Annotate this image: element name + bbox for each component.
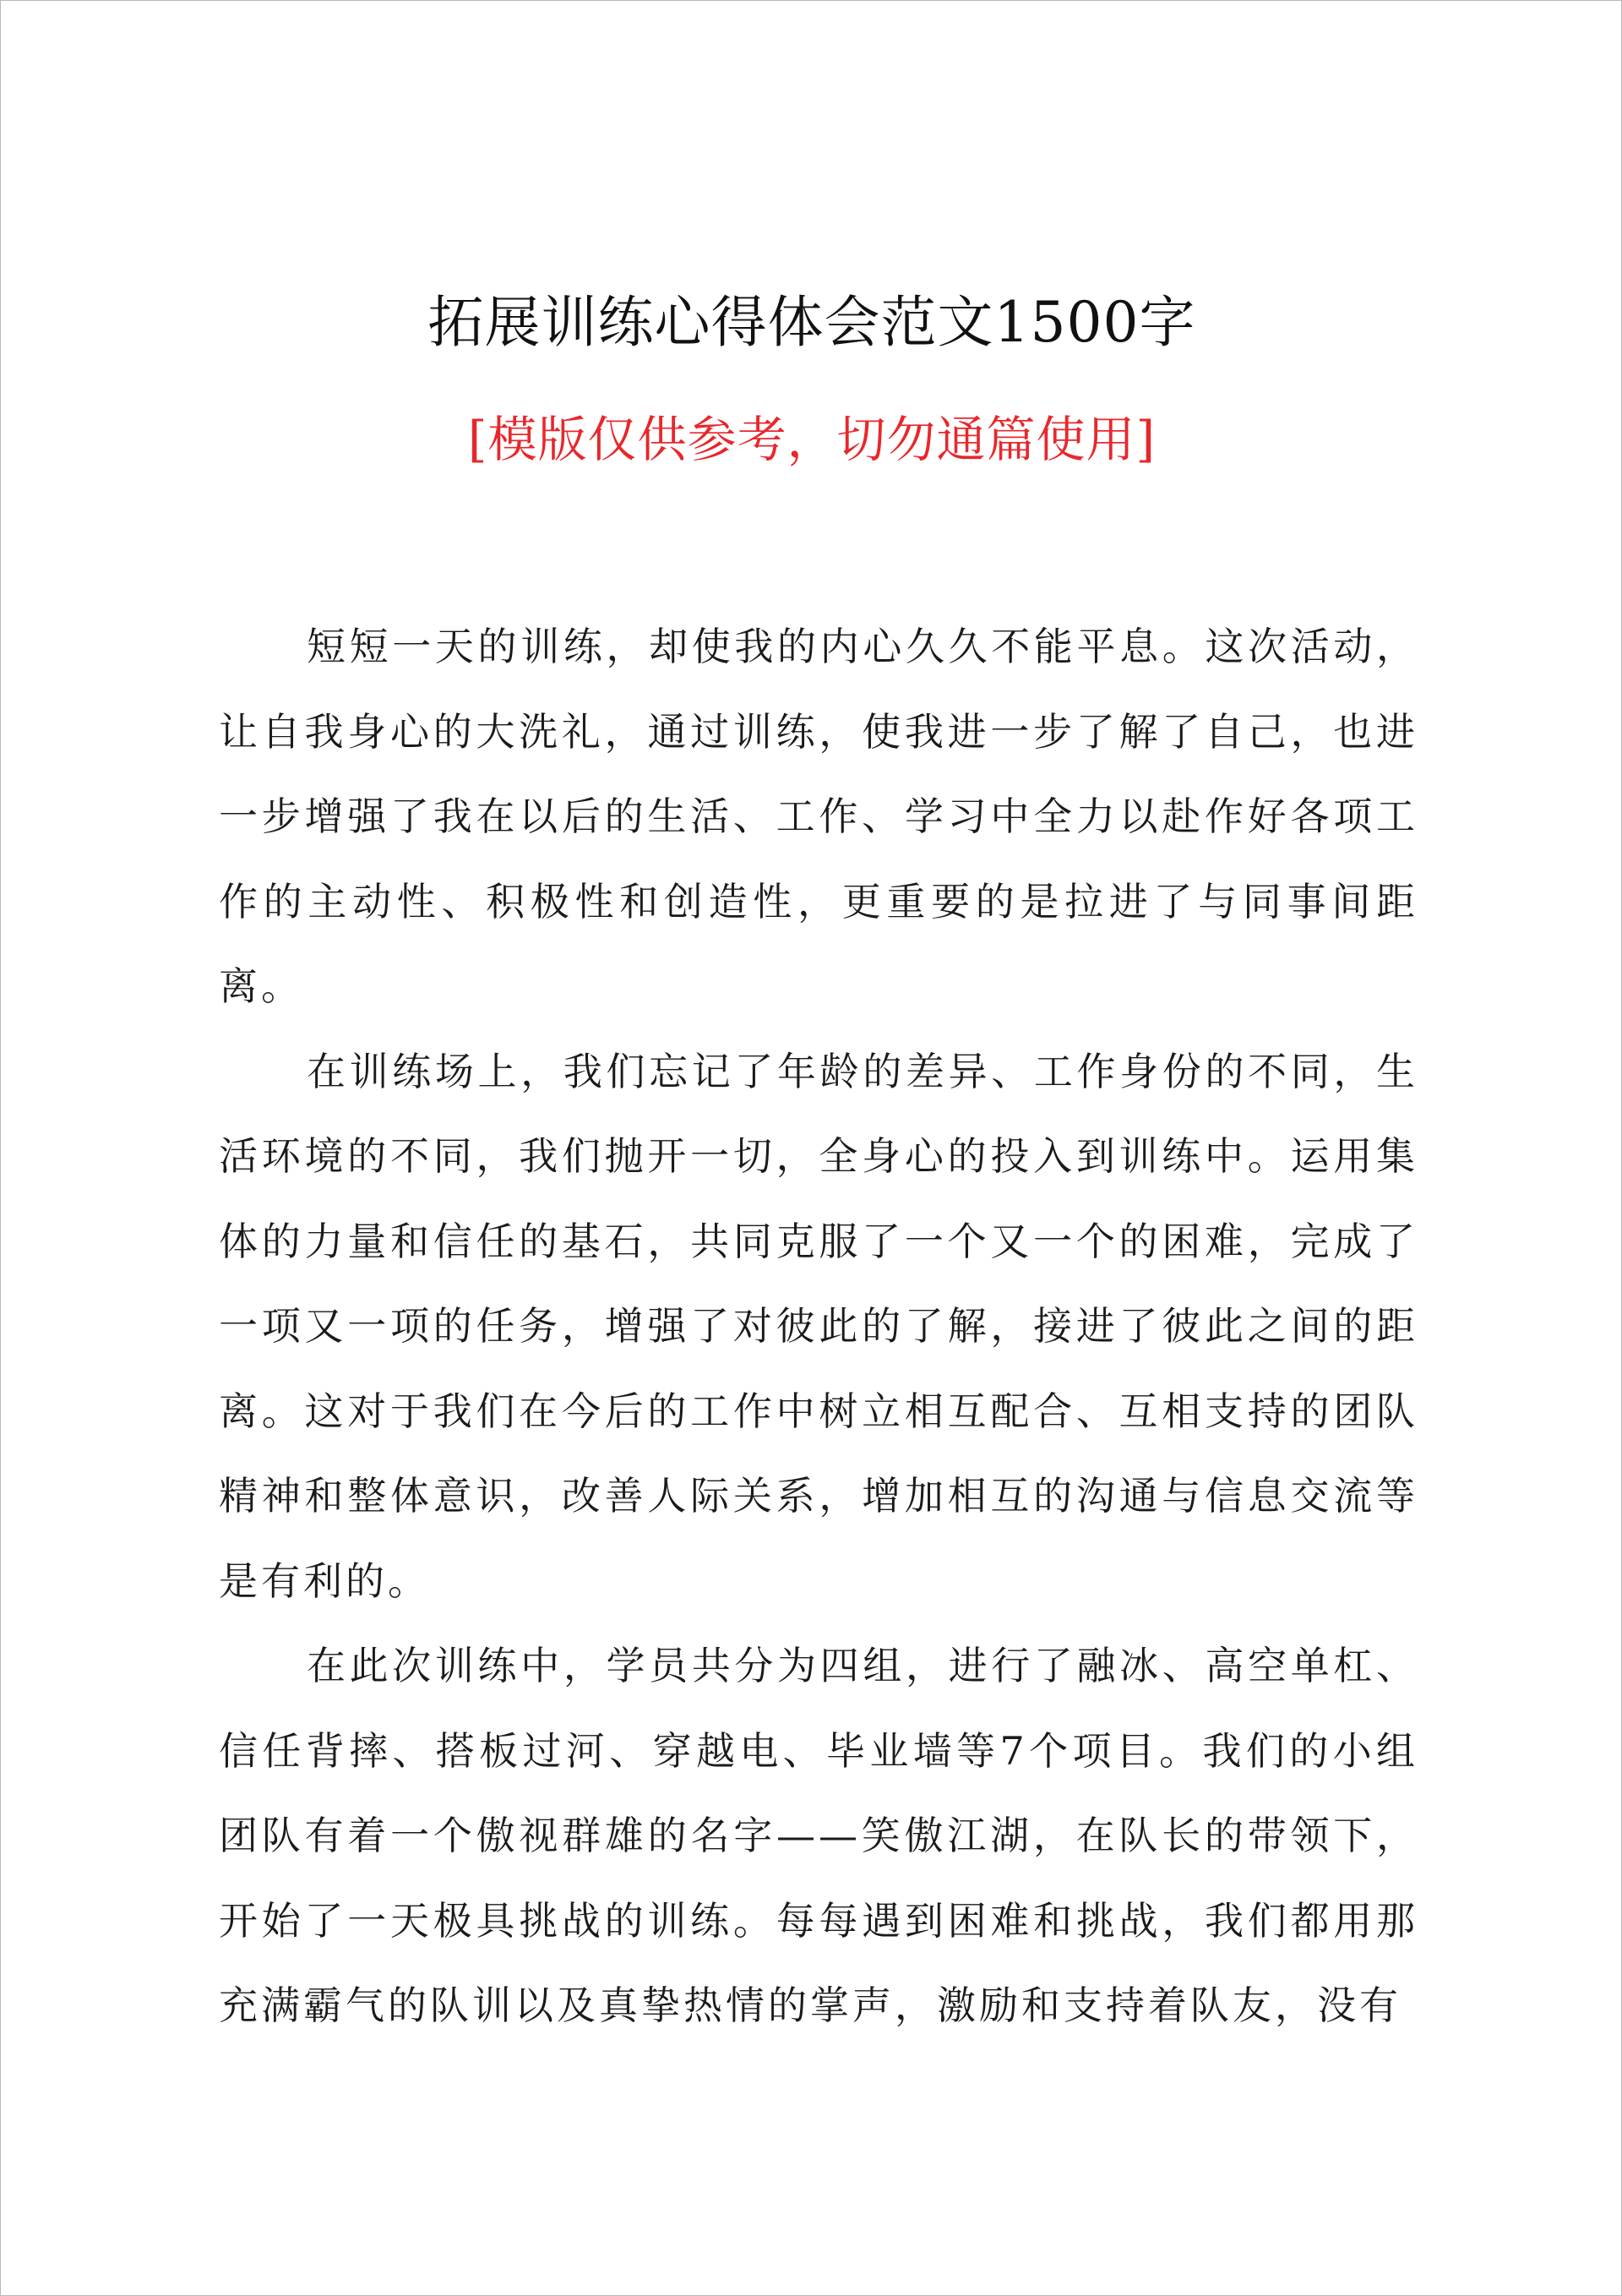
paragraph-1: 短短一天的训练，却使我的内心久久不能平息。这次活动，让自我身心的大洗礼，通过训练，使我进一步了解了自己，也进一步增强了我在以后的生活、工作、学习中全力以赴作好各项工作的主动性、积极性和创造性，更重要的是拉进了与同事间距离。 — [219, 624, 1418, 1009]
document-body — [219, 604, 1418, 2048]
template-notice: [模版仅供参考，切勿通篇使用] — [467, 411, 1157, 468]
paragraph-2: 在训练场上，我们忘记了年龄的差异、工作身份的不同，生活环境的不同，我们抛开一切，全身心的投入到训练中。运用集体的力量和信任的基石，共同克服了一个又一个的困难，完成了一项又一项的任务，增强了对彼此的了解，接进了彼此之间的距离。这对于我们在今后的工作中树立相互配合、互相支持的团队精神和整体意识，改善人际关系，增加相互的沟通与信息交流等是有利的。 — [219, 1048, 1418, 1604]
paragraph-3: 在此次训练中，学员共分为四组，进行了融冰、高空单杠、信任背摔、搭板过河、穿越电、毕业墙等7个项目。我们的小组团队有着一个傲视群雄的名字——笑傲江湖，在队长的带领下，开始了一天极具挑战的训练。每每遇到困难和挑战，我们都用那充满霸气的队训以及真挚热情的掌声，激励和支持着队友，没有 — [219, 1643, 1418, 2028]
document-title: 拓展训练心得体会范文1500字 — [427, 290, 1196, 355]
